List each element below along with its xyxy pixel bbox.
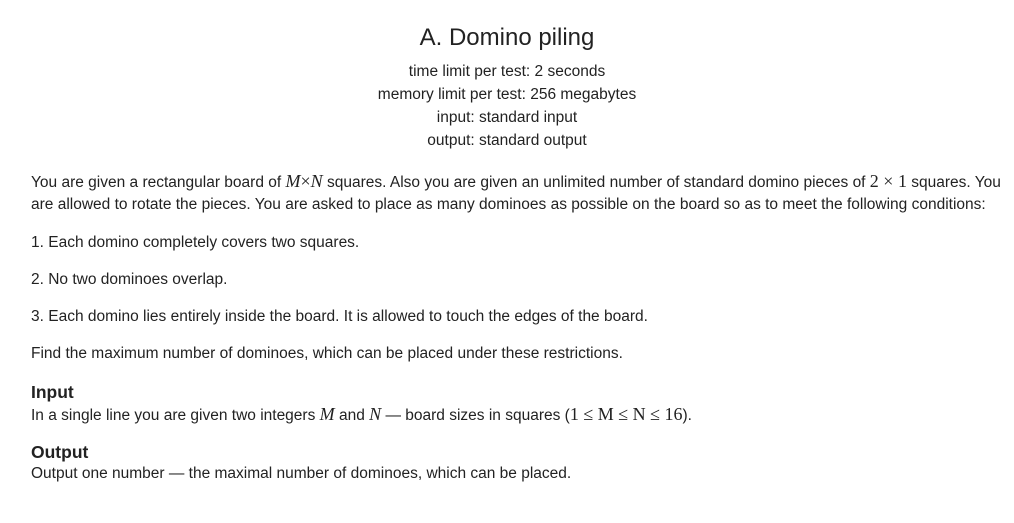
memory-limit: memory limit per test: 256 megabytes	[377, 86, 637, 103]
output-section-text: Output one number — the maximal number of dominoes, which can be placed.	[31, 465, 572, 482]
math-constraint: 1 ≤ M ≤ N ≤ 16	[569, 404, 683, 424]
rule-item: 2. No two dominoes overlap.	[31, 271, 228, 288]
rule-item: 1. Each domino completely covers two squares.	[31, 234, 360, 251]
output-file: output: standard output	[427, 132, 587, 149]
input-section-title: Input	[31, 382, 74, 402]
rule-item: 3. Each domino lies entirely inside the board. It is allowed to touch the edges of the board.	[31, 308, 648, 325]
input-section-text: In a single line you are given two integers M and N — board sizes in squares (1 ≤ M ≤ N ≤ 16).	[31, 404, 692, 424]
problem-header	[0, 0, 1014, 152]
problem-statement	[31, 170, 1006, 499]
problem-title: A. Domino piling	[419, 24, 595, 51]
math-n: N	[369, 404, 382, 424]
statement-text: squares. Also you are given an unlimited number of standard domino pieces of	[322, 174, 870, 191]
math-m: M	[319, 404, 335, 424]
time-limit: time limit per test: 2 seconds	[408, 63, 606, 80]
statement-text: You are given a rectangular board of	[31, 174, 286, 191]
statement-text: squares. You are allowed to rotate the pieces. You are asked to place as many dominoes as possible on the board so as to meet the following conditions:	[31, 174, 1001, 213]
statement-paragraph	[31, 170, 1006, 216]
input-file: input: standard input	[436, 109, 578, 126]
output-section-title: Output	[31, 442, 89, 462]
math-domino-size: 2 × 1	[869, 171, 907, 191]
find-paragraph: Find the maximum number of dominoes, which can be placed under these restrictions.	[31, 345, 623, 362]
math-board-size: M×N	[285, 171, 323, 191]
